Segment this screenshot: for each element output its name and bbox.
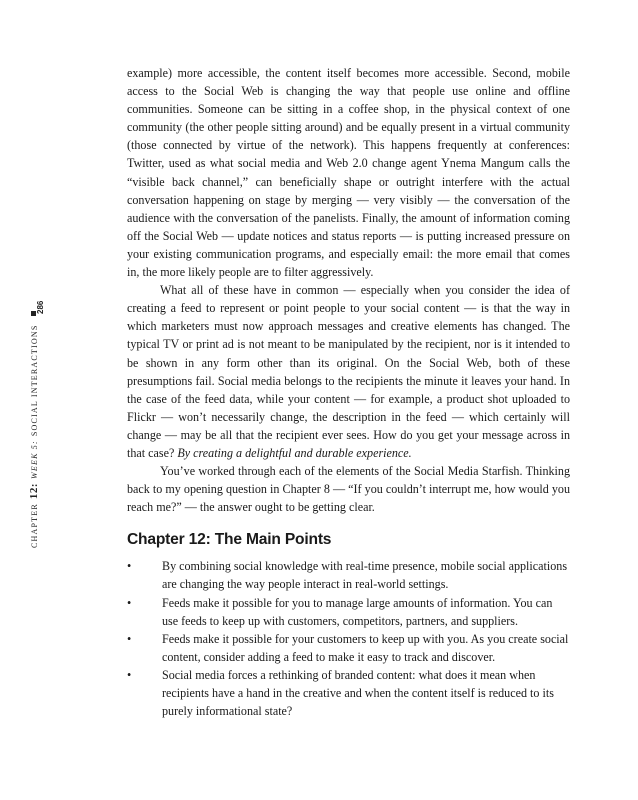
list-item (127, 630, 570, 666)
running-head (28, 312, 40, 549)
list-item-text: By combining social knowledge with real-time presence, mobile social applications are changing the way people interact in real-world settings. (162, 559, 568, 592)
list-item (127, 666, 570, 720)
list-item-text: Feeds make it possible for your customers to keep up with you. As you create social content, consider adding a feed to make it easy to track and discover. (162, 631, 569, 664)
bullet-icon: • (127, 667, 132, 682)
running-head-chapter-number: 12: (28, 482, 40, 500)
page-number: 286 (36, 300, 45, 314)
paragraph-1: example) more accessible, the content itself becomes more accessible. Second, mobile access to the Social Web is changing the way that people use online and offline communities. Someone can be sitting in a coffee shop, in the physical context of one community (the other people sitting around) and be equally present in a virtual community (those connected by virtue of the network). This happens frequently at conferences: Twitter, used as what social media and Web 2.0 change agent Ynema Mangum calls the “visible back channel,” can beneficially shape or outright interfere with the actual conversation happening on stage by merging — very visibly — the conversation of the audience with the conversation of the panelists. Finally, the amount of information coming off the Social Web — update notices and status reports — is putting increased pressure on your existing communication programs, and especially email: the more email that comes in, the more likely people are to filter aggressively. (127, 66, 570, 280)
list-item-text: Feeds make it possible for you to manage large amounts of information. You can use feeds to keep up with customers, competitors, partners, and suppliers. (162, 595, 553, 628)
paragraph-2 (127, 281, 570, 462)
list-item-text: Social media forces a rethinking of branded content: what does it mean when recipients have a hand in the creative and when the content itself is reduced to its purely informational state? (162, 667, 554, 719)
running-head-section: SOCIAL INTERACTIONS (30, 324, 39, 437)
section-heading: Chapter 12: The Main Points (127, 531, 332, 549)
main-points-list (127, 557, 570, 720)
paragraph-3: You’ve worked through each of the elements of the Social Media Starfish. Thinking back to my opening question in Chapter 8 — “If you couldn’t interrupt me, how would you reach me?” — the answer ought to be getting clear. (127, 464, 570, 515)
bullet-icon: • (127, 559, 132, 574)
paragraph-2-text: What all of these have in common — especially when you consider the idea of creating a feed to represent or point people to your social content — is that the way in which marketers must now approach messages and creative elements has changed. The typical TV or print ad is not meant to be manipulated by the recipient, nor is it intended to be shown in any form other than its original. On the Social Web, both of these presumptions fail. Social media belongs to the recipients the minute it leaves your hand. In the case of the feed data, while your content — for example, a product shot uploaded to Flickr — won’t necessarily change, the description in the feed — which certainly will change — may be all that the recipient ever sees. How do you get your message across in that case? (127, 283, 570, 460)
bullet-icon: • (127, 631, 132, 646)
paragraph-2-emphasis: By creating a delightful and durable experience. (177, 445, 412, 460)
bullet-icon: • (127, 595, 132, 610)
running-head-week: WEEK 5: (30, 440, 39, 479)
running-head-chapter-word: CHAPTER (30, 503, 39, 548)
body-text (127, 64, 570, 720)
list-item (127, 557, 570, 593)
list-item (127, 594, 570, 630)
